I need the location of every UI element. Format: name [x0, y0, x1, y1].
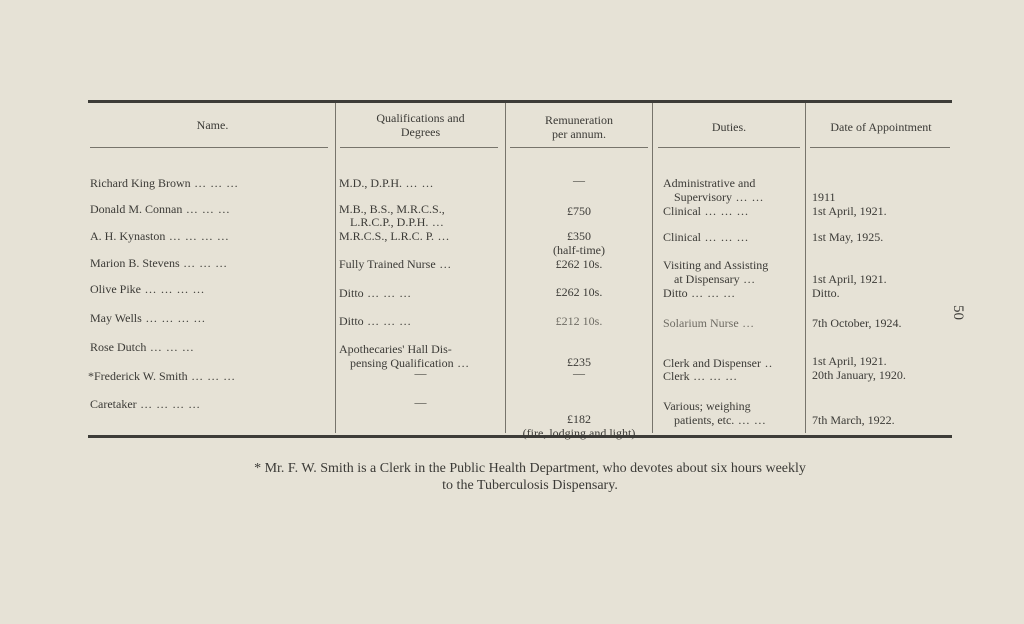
table-row-date: 7th October, 1924.	[812, 316, 902, 330]
table-row-date: 1st April, 1921.	[812, 354, 887, 368]
footnote	[130, 460, 930, 494]
table-row-qualifications: —	[414, 366, 427, 380]
duties-text: at Dispensary	[674, 272, 740, 286]
duties-text: Clinical	[663, 230, 701, 244]
table-row-name	[88, 370, 236, 383]
table-row-name	[90, 341, 194, 354]
table-row-remuneration: £750	[567, 204, 591, 218]
table-row-date: 1st April, 1921.	[812, 272, 887, 286]
table-row-name	[90, 398, 201, 411]
header-underline	[90, 147, 328, 148]
leader-dots: ...	[428, 215, 445, 229]
header-remuneration-line1: Remuneration	[545, 113, 613, 127]
table-row-remuneration: £182	[567, 412, 591, 426]
table-row-qualifications	[350, 216, 444, 229]
leader-dots: ... ...	[402, 176, 435, 190]
table-row-duties	[674, 191, 764, 204]
leader-dots: ... ... ...	[190, 176, 239, 190]
header-underline	[340, 147, 498, 148]
header-remuneration-line2: per annum.	[552, 127, 606, 141]
table-row-date: 7th March, 1922.	[812, 413, 895, 427]
header-remuneration	[506, 113, 652, 141]
table-row-name	[90, 177, 239, 190]
name-text: Olive Pike	[90, 282, 141, 296]
header-qualifications	[336, 111, 505, 139]
column-divider	[335, 103, 336, 433]
table-row-duties: Various; weighing	[663, 399, 751, 413]
footnote-line2: to the Tuberculosis Dispensary.	[442, 478, 618, 493]
table-row-remuneration: —	[573, 173, 585, 187]
table-row-duties	[674, 414, 766, 427]
header-date: Date of Appointment	[830, 120, 932, 134]
table-row-date: Ditto.	[812, 286, 840, 300]
table-row-duties	[663, 370, 738, 383]
leader-dots: ... ... ...	[701, 230, 749, 244]
table-row-duties	[663, 231, 749, 244]
table-row-duties	[674, 273, 756, 286]
leader-dots: ... ... ...	[363, 286, 412, 300]
table-row-name	[90, 257, 228, 270]
duties-text: Ditto	[663, 286, 688, 300]
qualification-text: L.R.C.P., D.P.H.	[350, 215, 429, 229]
column-divider	[652, 103, 653, 433]
leader-dots: ... ... ...	[187, 369, 236, 383]
table-row-qualifications: Apothecaries' Hall Dis-	[339, 342, 452, 356]
leader-dots: ... ...	[732, 190, 764, 204]
table-row-remuneration: £262 10s.	[555, 257, 603, 271]
table-row-name	[90, 312, 206, 325]
table-row-duties	[663, 317, 755, 330]
table-row-qualifications: —	[414, 395, 427, 409]
leader-dots: ...	[435, 257, 452, 271]
qualification-text: pensing Qualification	[350, 356, 454, 370]
qualification-text: M.R.C.S., L.R.C. P.	[339, 229, 435, 243]
leader-dots: ... ... ...	[179, 256, 228, 270]
table-row-date: 1st April, 1921.	[812, 204, 887, 218]
name-text: *Frederick W. Smith	[88, 369, 188, 383]
leader-dots: ... ... ...	[701, 204, 749, 218]
table-row-name	[90, 230, 229, 243]
table-row-date: 1911	[812, 190, 836, 204]
leader-dots: ... ... ... ...	[165, 229, 230, 243]
name-text: Donald M. Connan	[90, 202, 183, 216]
table-row-name	[90, 283, 205, 296]
leader-dots: ... ... ...	[689, 369, 738, 383]
table-row-remuneration: £235	[567, 355, 591, 369]
leader-dots: ...	[739, 272, 756, 286]
header-duties: Duties.	[711, 120, 747, 134]
table-row-duties: Administrative and	[663, 176, 756, 190]
qualification-text: Fully Trained Nurse	[339, 257, 436, 271]
duties-text: Clerk	[663, 369, 690, 383]
column-divider	[805, 103, 806, 433]
qualification-text: Ditto	[339, 314, 364, 328]
table-row-date: 20th January, 1920.	[812, 368, 906, 382]
name-text: May Wells	[90, 311, 142, 325]
name-text: Caretaker	[90, 397, 137, 411]
leader-dots: ...	[434, 229, 451, 243]
table-row-date: 1st May, 1925.	[812, 230, 884, 244]
table-top-rule	[88, 100, 952, 103]
leader-dots: ... ... ... ...	[136, 397, 201, 411]
leader-dots: ... ... ... ...	[141, 282, 205, 296]
duties-text: Solarium Nurse	[663, 316, 739, 330]
leader-dots: ... ... ...	[182, 202, 231, 216]
header-underline	[658, 147, 800, 148]
table-row-name	[90, 203, 230, 216]
table-row-remuneration: £350	[567, 229, 591, 243]
table-row-remuneration: —	[573, 366, 585, 380]
table-row-qualifications: M.B., B.S., M.R.C.S.,	[339, 202, 445, 216]
duties-text: Clinical	[663, 204, 701, 218]
leader-dots: ...	[738, 316, 755, 330]
table-row-qualifications	[339, 287, 412, 300]
header-qualifications-line2: Degrees	[400, 125, 441, 139]
leader-dots: ... ... ...	[687, 286, 736, 300]
duties-text: Clerk and Dispenser	[663, 356, 761, 370]
table-row-qualifications	[339, 230, 450, 243]
header-name: Name.	[196, 118, 229, 132]
page-number: 50	[950, 305, 966, 320]
leader-dots: ..	[760, 356, 773, 370]
name-text: Richard King Brown	[90, 176, 191, 190]
leader-dots: ... ... ... ...	[141, 311, 206, 325]
table-row-duties: Visiting and Assisting	[663, 258, 769, 272]
name-text: Rose Dutch	[90, 340, 147, 354]
table-row-qualifications	[339, 315, 412, 328]
leader-dots: ... ... ...	[363, 314, 412, 328]
table-row-duties	[663, 287, 736, 300]
header-underline	[810, 147, 950, 148]
qualification-text: Ditto	[339, 286, 364, 300]
header-qualifications-line1: Qualifications and	[376, 111, 465, 125]
table-row-remuneration-note: (half-time)	[553, 243, 605, 257]
leader-dots: ... ... ...	[146, 340, 195, 354]
table-row-remuneration-note: (fire, lodging and light)	[522, 426, 636, 440]
table-row-qualifications	[339, 177, 434, 190]
table-row-qualifications	[339, 258, 452, 271]
header-underline	[510, 147, 648, 148]
leader-dots: ... ...	[734, 413, 767, 427]
table-row-duties	[663, 205, 749, 218]
qualification-text: M.D., D.P.H.	[339, 176, 403, 190]
name-text: A. H. Kynaston	[90, 229, 166, 243]
footnote-line1: * Mr. F. W. Smith is a Clerk in the Public Health Department, who devotes about six hours weekly	[254, 461, 806, 476]
leader-dots: ...	[453, 356, 470, 370]
duties-text: Supervisory	[674, 190, 732, 204]
table-row-remuneration: £262 10s.	[555, 285, 603, 299]
duties-text: patients, etc.	[674, 413, 735, 427]
table-row-remuneration: £212 10s.	[555, 314, 603, 328]
name-text: Marion B. Stevens	[90, 256, 180, 270]
